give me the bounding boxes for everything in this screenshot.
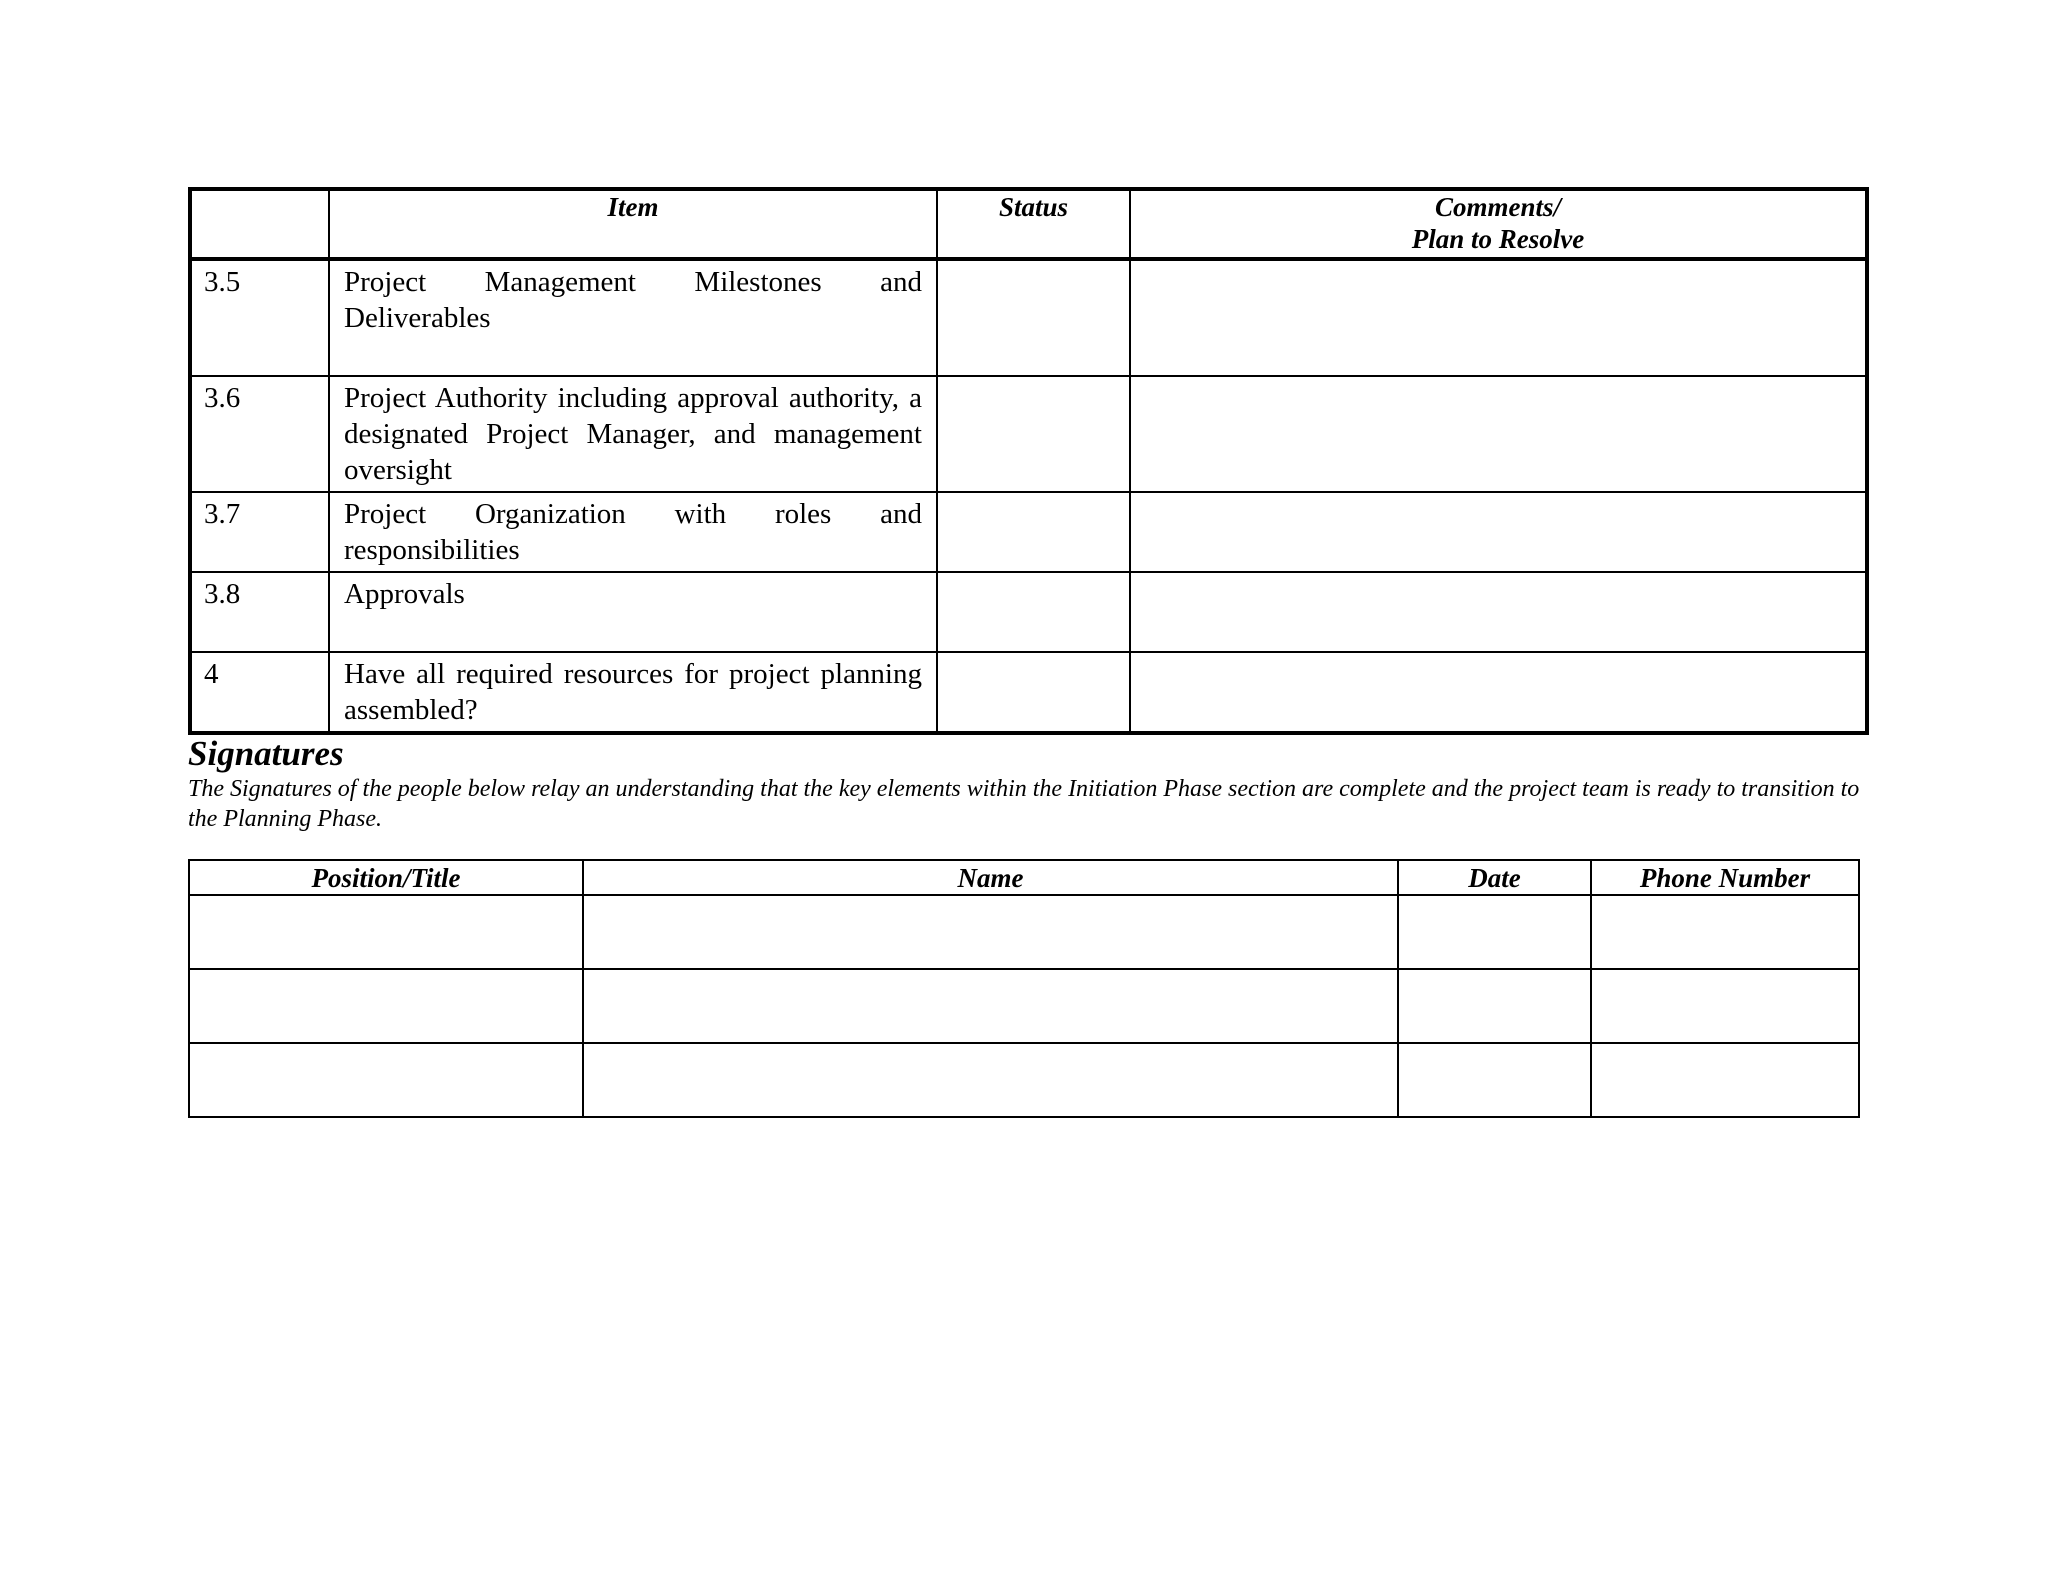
signature-name-cell[interactable] — [583, 895, 1398, 969]
signature-position-cell[interactable] — [189, 1043, 583, 1117]
signatures-header-row — [189, 860, 1859, 895]
table-row — [190, 376, 1867, 492]
signatures-heading: Signatures — [188, 734, 344, 773]
signature-phone-cell[interactable] — [1591, 1043, 1859, 1117]
row-comments-cell[interactable] — [1130, 652, 1867, 733]
header-comments — [1130, 189, 1867, 259]
row-number: 3.7 — [190, 492, 329, 572]
row-number: 3.6 — [190, 376, 329, 492]
header-status: Status — [937, 189, 1130, 259]
row-comments-cell[interactable] — [1130, 492, 1867, 572]
row-comments-cell[interactable] — [1130, 572, 1867, 652]
signature-position-cell[interactable] — [189, 969, 583, 1043]
row-item: Project Authority including approval authority, a designated Project Manager, and management oversight — [329, 376, 937, 492]
signature-date-cell[interactable] — [1398, 969, 1591, 1043]
header-comments-line2: Plan to Resolve — [1411, 224, 1585, 254]
table-row — [190, 572, 1867, 652]
header-position-title: Position/Title — [189, 860, 583, 895]
header-name: Name — [583, 860, 1398, 895]
row-item: Project Organization with roles and responsibilities — [329, 492, 937, 572]
row-item: Approvals — [329, 572, 937, 652]
signature-name-cell[interactable] — [583, 1043, 1398, 1117]
row-comments-cell[interactable] — [1130, 376, 1867, 492]
row-number: 4 — [190, 652, 329, 733]
header-comments-line1: Comments/ — [1434, 192, 1562, 222]
row-status-cell[interactable] — [937, 492, 1130, 572]
row-comments-cell[interactable] — [1130, 259, 1867, 376]
header-date: Date — [1398, 860, 1591, 895]
row-status-cell[interactable] — [937, 572, 1130, 652]
signature-name-cell[interactable] — [583, 969, 1398, 1043]
row-status-cell[interactable] — [937, 259, 1130, 376]
row-item: Project Management Milestones and Deliverables — [329, 259, 937, 376]
table-row — [190, 259, 1867, 376]
signature-position-cell[interactable] — [189, 895, 583, 969]
row-status-cell[interactable] — [937, 376, 1130, 492]
checklist-header-row — [190, 189, 1867, 259]
signature-date-cell[interactable] — [1398, 1043, 1591, 1117]
signature-phone-cell[interactable] — [1591, 969, 1859, 1043]
row-number: 3.5 — [190, 259, 329, 376]
signature-phone-cell[interactable] — [1591, 895, 1859, 969]
header-item: Item — [329, 189, 937, 259]
row-status-cell[interactable] — [937, 652, 1130, 733]
signature-row — [189, 1043, 1859, 1117]
checklist-table — [188, 187, 1869, 735]
table-row — [190, 652, 1867, 733]
row-item: Have all required resources for project planning assembled? — [329, 652, 937, 733]
signature-row — [189, 895, 1859, 969]
signatures-description: The Signatures of the people below relay an understanding that the key elements within the Initiation Phase section are complete and the project team is ready to transition to the Planning Phase. — [188, 776, 1860, 832]
signature-row — [189, 969, 1859, 1043]
header-phone-number: Phone Number — [1591, 860, 1859, 895]
signature-date-cell[interactable] — [1398, 895, 1591, 969]
signatures-table — [188, 859, 1860, 1118]
header-number — [190, 189, 329, 259]
table-row — [190, 492, 1867, 572]
row-number: 3.8 — [190, 572, 329, 652]
